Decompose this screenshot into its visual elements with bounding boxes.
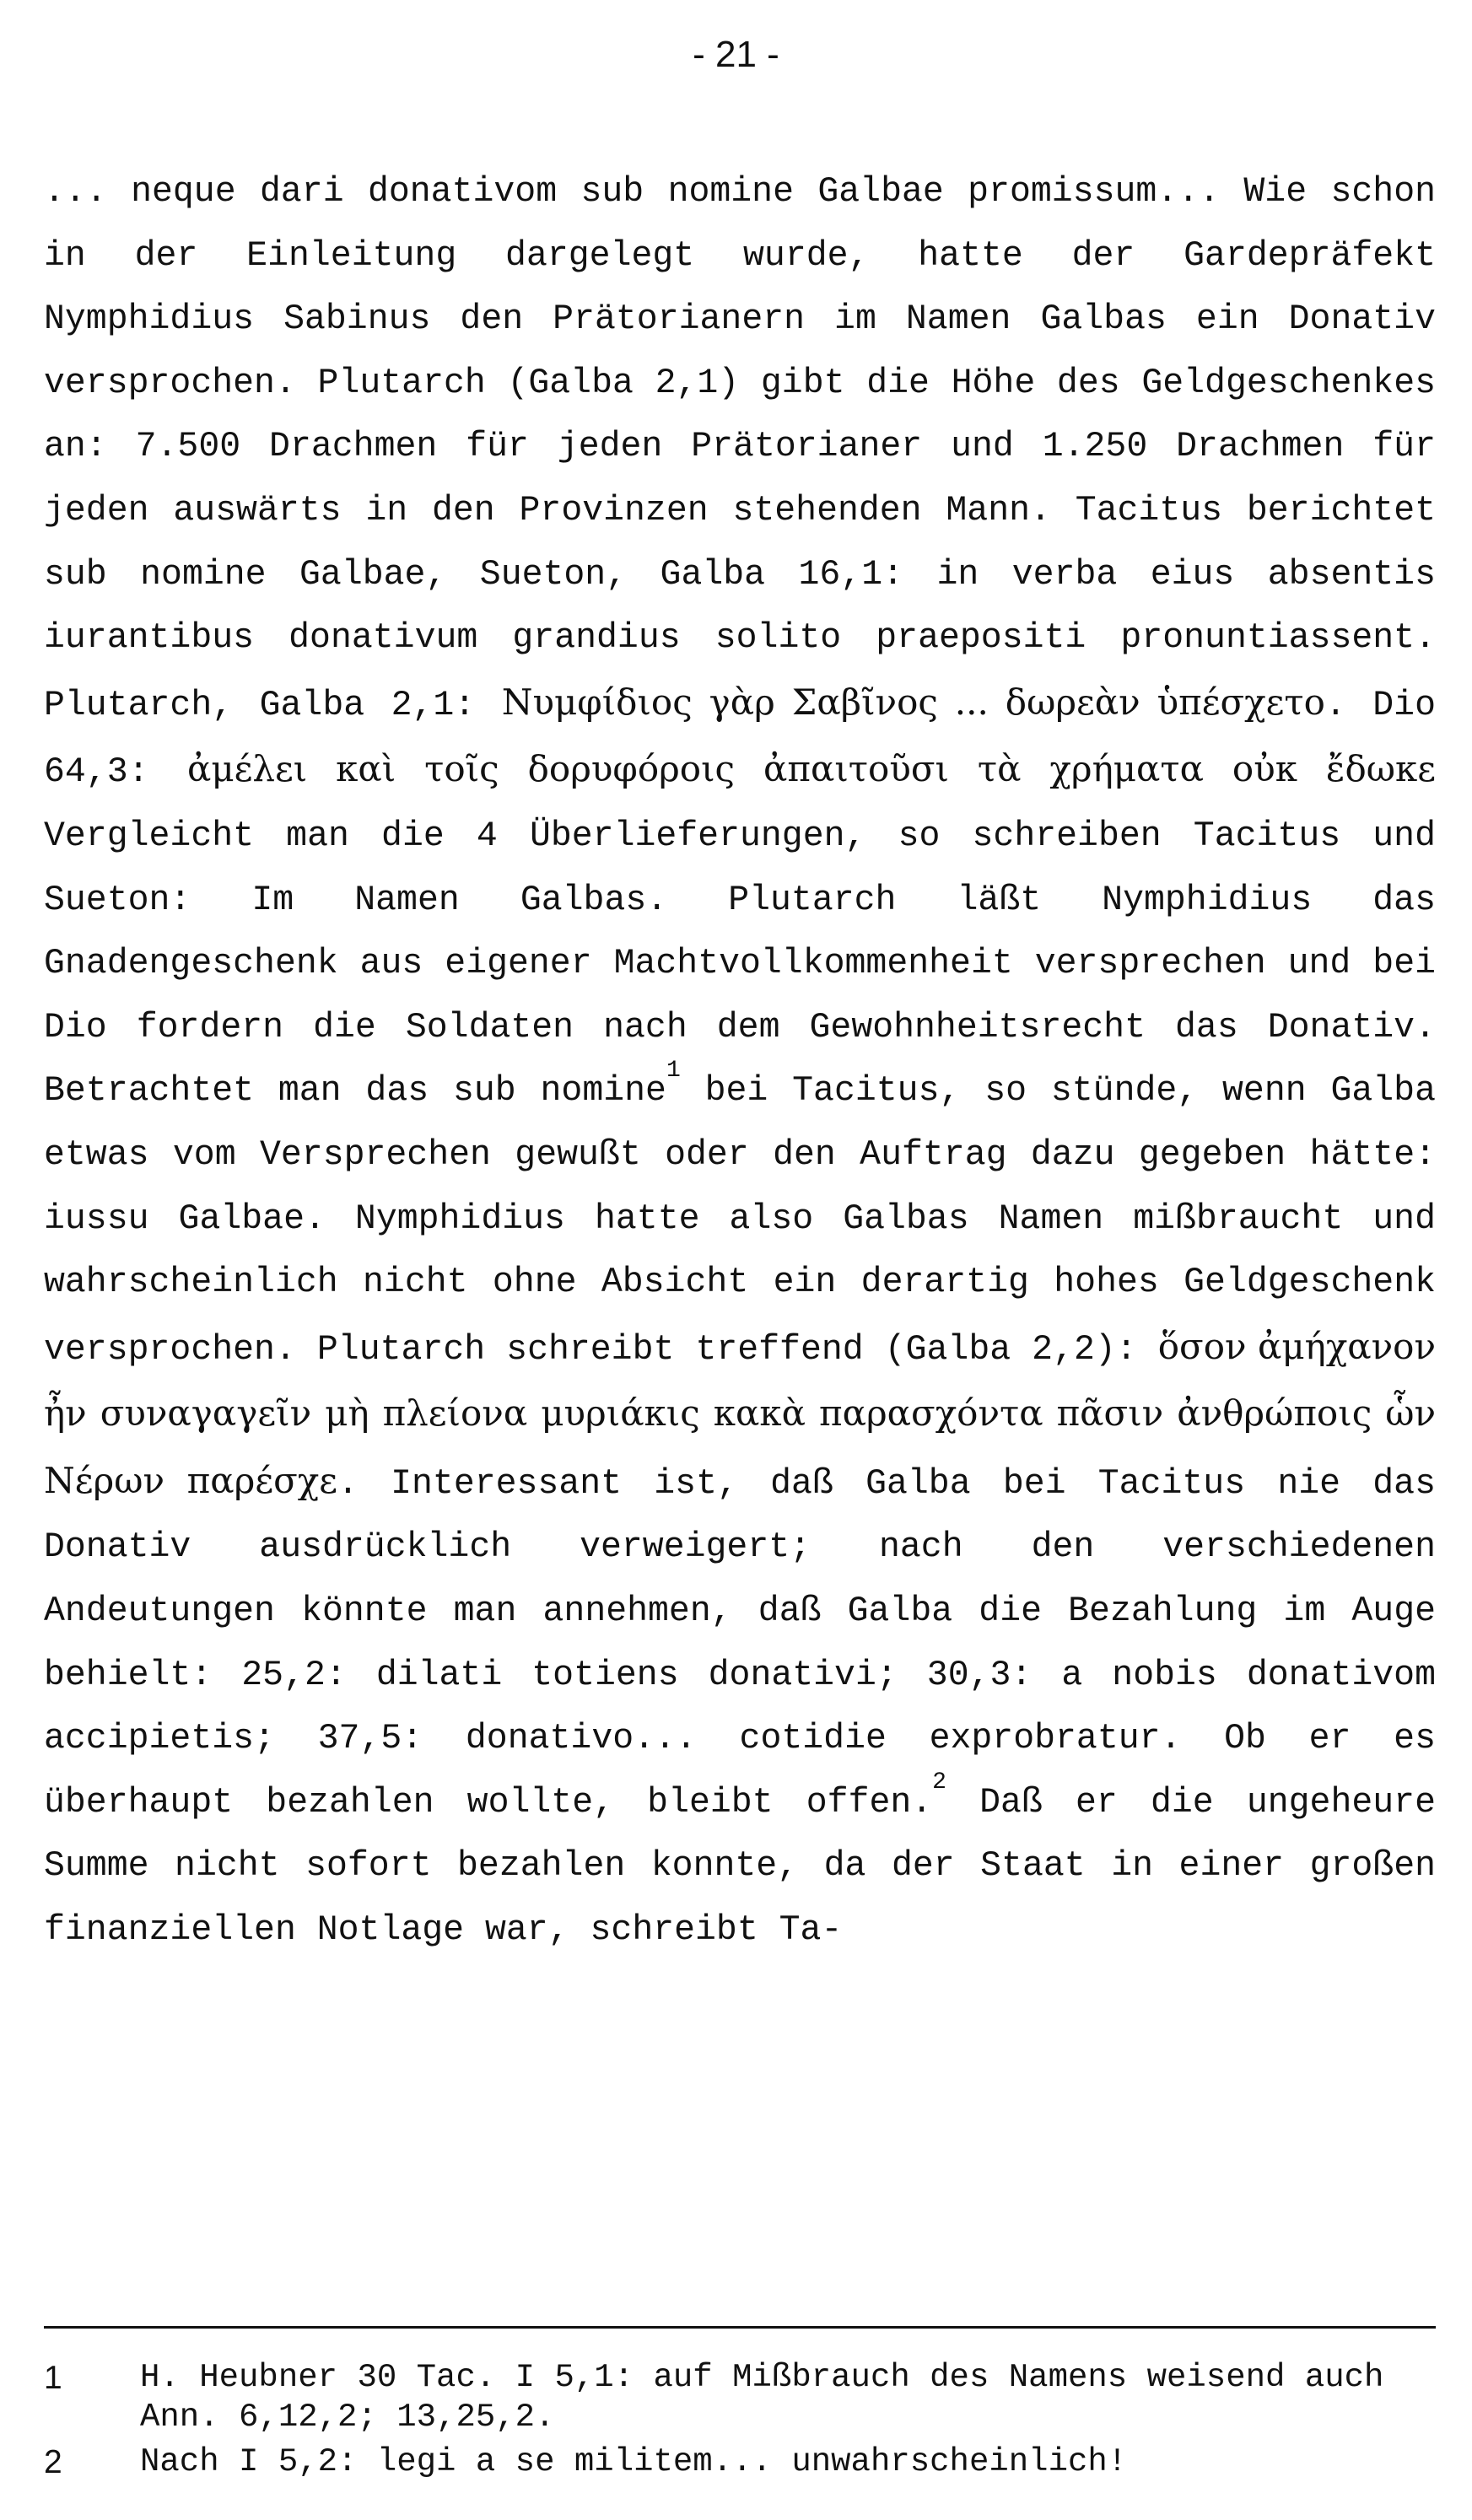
footnote-ref-1: 1 xyxy=(666,1058,681,1085)
footnote-ref-2: 2 xyxy=(932,1769,946,1796)
footnote-1 xyxy=(44,2358,1436,2437)
footnote-2 xyxy=(44,2442,1436,2482)
text-segment: . Dio 64,3: xyxy=(44,685,1436,793)
text-segment: ... neque dari donativom sub nomine Galbae promissum... Wie schon in der Einleitung dargelegt wurde, hatte der Gardepräfekt Nymphidius Sabinus den Prätorianern im Namen Galbas ein Donativ versprochen. Plutarch (Galba 2,1) gibt die Höhe des Geldgeschenkes an: 7.500 Drachmen für jeden Prätorianer und 1.250 Drachmen für jeden auswärts in den Provinzen stehenden Mann. Tacitus berichtet sub nomine Galbae, Sueton, Galba 16,1: in verba eius absentis iurantibus donativum grandius solito praepositi pronuntiassent. Plutarch, Galba 2,1: xyxy=(44,172,1436,725)
body-paragraph xyxy=(44,160,1436,1963)
footnote-divider xyxy=(44,2326,1436,2329)
footnote-text: H. Heubner 30 Tac. I 5,1: auf Mißbrauch des Namens weisend auch Ann. 6,12,2; 13,25,2. xyxy=(140,2359,1384,2436)
text-segment: bei Tacitus, so stünde, wenn Galba etwas vom Versprechen gewußt oder den Auftrag dazu gegeben hätte: iussu Galbae. Nymphidius hatte also Galbas Namen mißbraucht und wahrscheinlich nicht ohne Absicht ein derartig hohes Geldgeschenk versprochen. Plutarch schreibt treffend (Galba 2,2): xyxy=(44,1071,1436,1370)
greek-quote-dio: ἀμέλει καὶ τοῖς δορυφόροις ἀπαιτοῦσι τὰ χρήματα οὐκ ἔδωκε xyxy=(187,748,1436,790)
greek-quote-plutarch: Νυμφίδιος γὰρ Σαβῖνος ... δωρεὰν ὑπέσχετο xyxy=(501,681,1325,723)
footnote-number: 2 xyxy=(44,2444,62,2480)
text-segment: Daß er die ungeheure Summe nicht sofort bezahlen konnte, da der Staat in einer großen finanziellen Notlage war, schreibt Ta- xyxy=(44,1782,1436,1951)
text-segment: . Interessant ist, daß Galba bei Tacitus nie das Donativ ausdrücklich verweigert; nach den verschiedenen Andeutungen könnte man annehmen, daß Galba die Bezahlung im Auge behielt: 25,2: dilati totiens donativi; 30,3: a nobis donativom accipietis; 37,5: donativo... cotidie exprobratur. Ob er es überhaupt bezahlen wollte, bleibt offen. xyxy=(44,1463,1436,1823)
footnote-text: Nach I 5,2: legi a se militem... unwahrscheinlich! xyxy=(140,2443,1128,2480)
page-number: - 21 - xyxy=(693,34,779,75)
greek-quote-plutarch-2: ὅσον ἀμήχανον ἦν συναγαγεῖν μὴ πλείονα μυριάκις κακὰ παρασχόντα πᾶσιν ἀνθρώποις ὧν Νέρων παρέσχε xyxy=(44,1325,1436,1501)
footnotes xyxy=(44,2358,1436,2487)
footnote-number: 1 xyxy=(44,2360,62,2396)
text-segment: Vergleicht man die 4 Überlieferungen, so schreiben Tacitus und Sueton: Im Namen Galbas. Plutarch läßt Nymphidius das Gnadengeschenk aus eigener Machtvollkommenheit versprechen und bei Dio fordern die Soldaten nach dem Gewohnheitsrecht das Donativ. Betrachtet man das sub nomine xyxy=(44,816,1436,1112)
